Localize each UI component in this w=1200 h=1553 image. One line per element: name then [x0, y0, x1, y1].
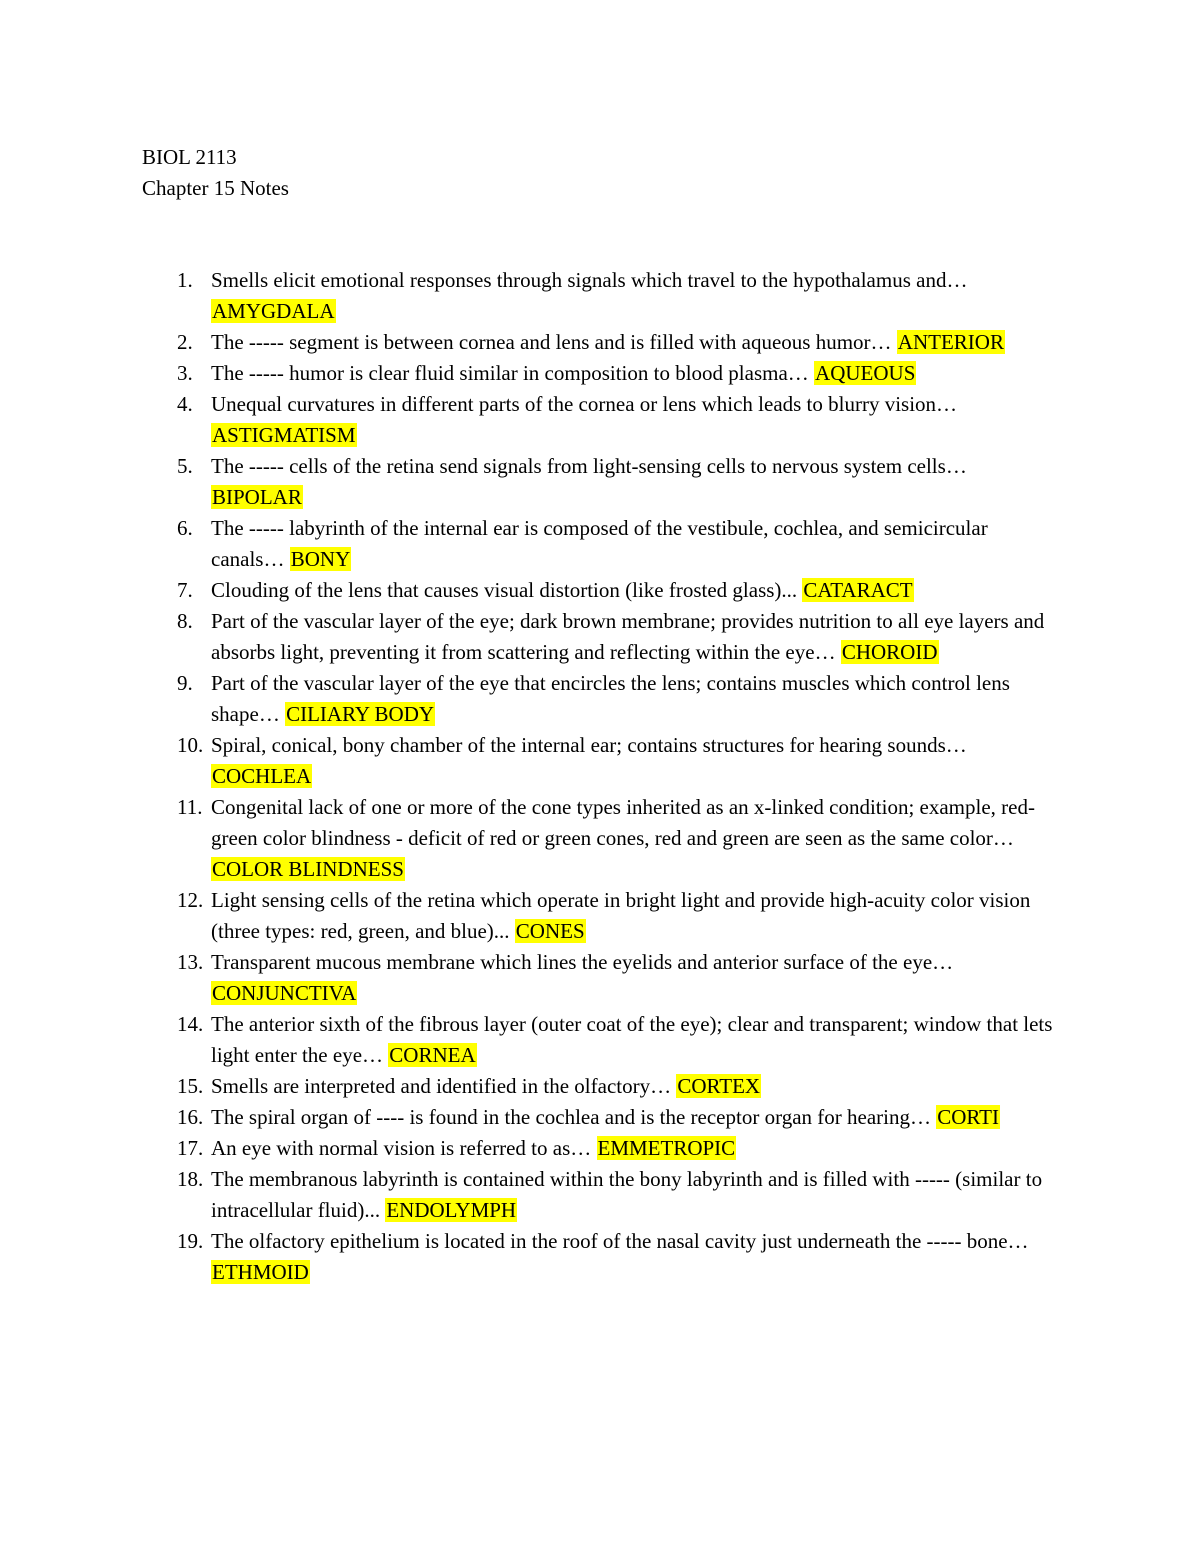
- highlighted-answer: CORNEA: [389, 1043, 476, 1067]
- item-number: 4.: [177, 392, 193, 416]
- highlighted-answer: COLOR BLINDNESS: [212, 857, 404, 881]
- item-question: The ----- segment is between cornea and lens and is filled with aqueous humor…: [211, 330, 892, 354]
- item-number: 9.: [177, 671, 193, 695]
- list-item: [142, 792, 1062, 885]
- highlighted-answer: ASTIGMATISM: [212, 423, 356, 447]
- list-item: [142, 1071, 1062, 1102]
- highlighted-answer: CONES: [515, 919, 585, 943]
- item-question: Unequal curvatures in different parts of the cornea or lens which leads to blurry vision…: [211, 392, 958, 416]
- item-number: 7.: [177, 578, 193, 602]
- list-item: [142, 327, 1062, 358]
- item-number: 13.: [177, 950, 204, 974]
- item-question: The olfactory epithelium is located in the roof of the nasal cavity just underneath the ----- bone…: [211, 1229, 1029, 1253]
- item-question: Smells elicit emotional responses through signals which travel to the hypothalamus and…: [211, 268, 968, 292]
- highlighted-answer: CILIARY BODY: [286, 702, 435, 726]
- item-number: 6.: [177, 516, 193, 540]
- item-number: 19.: [177, 1229, 204, 1253]
- list-item: [142, 513, 1062, 575]
- list-item: [142, 358, 1062, 389]
- item-question: Smells are interpreted and identified in the olfactory…: [211, 1074, 672, 1098]
- list-item: [142, 265, 1062, 327]
- item-question: The ----- humor is clear fluid similar in composition to blood plasma…: [211, 361, 809, 385]
- highlighted-answer: COCHLEA: [212, 764, 312, 788]
- highlighted-answer: EMMETROPIC: [597, 1136, 736, 1160]
- item-number: 1.: [177, 268, 193, 292]
- highlighted-answer: AMYGDALA: [212, 299, 335, 323]
- item-question: Clouding of the lens that causes visual distortion (like frosted glass)...: [211, 578, 798, 602]
- highlighted-answer: CATARACT: [803, 578, 913, 602]
- item-number: 15.: [177, 1074, 204, 1098]
- item-number: 12.: [177, 888, 204, 912]
- item-number: 18.: [177, 1167, 204, 1191]
- highlighted-answer: AQUEOUS: [815, 361, 916, 385]
- item-question: Part of the vascular layer of the eye that encircles the lens; contains muscles which control lens shape…: [211, 671, 1010, 726]
- highlighted-answer: ETHMOID: [212, 1260, 309, 1284]
- item-number: 11.: [177, 795, 203, 819]
- list-item: [142, 1009, 1062, 1071]
- item-question: Spiral, conical, bony chamber of the internal ear; contains structures for hearing sounds…: [211, 733, 967, 757]
- list-item: [142, 1133, 1062, 1164]
- highlighted-answer: BONY: [290, 547, 351, 571]
- item-question: Part of the vascular layer of the eye; dark brown membrane; provides nutrition to all eye layers and absorbs light, preventing it from scattering and reflecting within the eye…: [211, 609, 1045, 664]
- highlighted-answer: CORTEX: [677, 1074, 761, 1098]
- list-item: [142, 1226, 1062, 1288]
- list-item: [142, 606, 1062, 668]
- item-number: 14.: [177, 1012, 204, 1036]
- item-question: The membranous labyrinth is contained within the bony labyrinth and is filled with ----- (similar to intracellular fluid)...: [211, 1167, 1043, 1222]
- list-item: [142, 668, 1062, 730]
- item-question: An eye with normal vision is referred to as…: [211, 1136, 592, 1160]
- item-question: The spiral organ of ---- is found in the cochlea and is the receptor organ for hearing…: [211, 1105, 931, 1129]
- item-number: 2.: [177, 330, 193, 354]
- item-number: 3.: [177, 361, 193, 385]
- item-question: Light sensing cells of the retina which operate in bright light and provide high-acuity color vision (three types: red, green, and blue)...: [211, 888, 1031, 943]
- question-list: [142, 265, 1062, 1288]
- list-item: [142, 1102, 1062, 1133]
- item-number: 17.: [177, 1136, 204, 1160]
- item-question: Congenital lack of one or more of the cone types inherited as an x-linked condition; example, red-green color blindness - deficit of red or green cones, red and green are seen as the same color…: [211, 795, 1035, 850]
- document-title: Chapter 15 Notes: [142, 176, 289, 200]
- list-item: [142, 575, 1062, 606]
- item-number: 10.: [177, 733, 204, 757]
- list-item: [142, 451, 1062, 513]
- list-item: [142, 389, 1062, 451]
- item-question: The ----- cells of the retina send signals from light-sensing cells to nervous system cells…: [211, 454, 967, 478]
- item-question: The anterior sixth of the fibrous layer (outer coat of the eye); clear and transparent; window that lets light enter the eye…: [211, 1012, 1053, 1067]
- item-number: 8.: [177, 609, 193, 633]
- document-header: [142, 142, 289, 204]
- list-item: [142, 1164, 1062, 1226]
- item-number: 16.: [177, 1105, 204, 1129]
- highlighted-answer: CHOROID: [841, 640, 938, 664]
- highlighted-answer: CORTI: [937, 1105, 999, 1129]
- list-item: [142, 885, 1062, 947]
- course-code: BIOL 2113: [142, 145, 237, 169]
- highlighted-answer: ANTERIOR: [897, 330, 1004, 354]
- item-question: Transparent mucous membrane which lines the eyelids and anterior surface of the eye…: [211, 950, 954, 974]
- item-number: 5.: [177, 454, 193, 478]
- item-question: The ----- labyrinth of the internal ear is composed of the vestibule, cochlea, and semicircular canals…: [211, 516, 988, 571]
- list-item: [142, 947, 1062, 1009]
- highlighted-answer: CONJUNCTIVA: [212, 981, 357, 1005]
- list-item: [142, 730, 1062, 792]
- highlighted-answer: BIPOLAR: [212, 485, 302, 509]
- highlighted-answer: ENDOLYMPH: [386, 1198, 517, 1222]
